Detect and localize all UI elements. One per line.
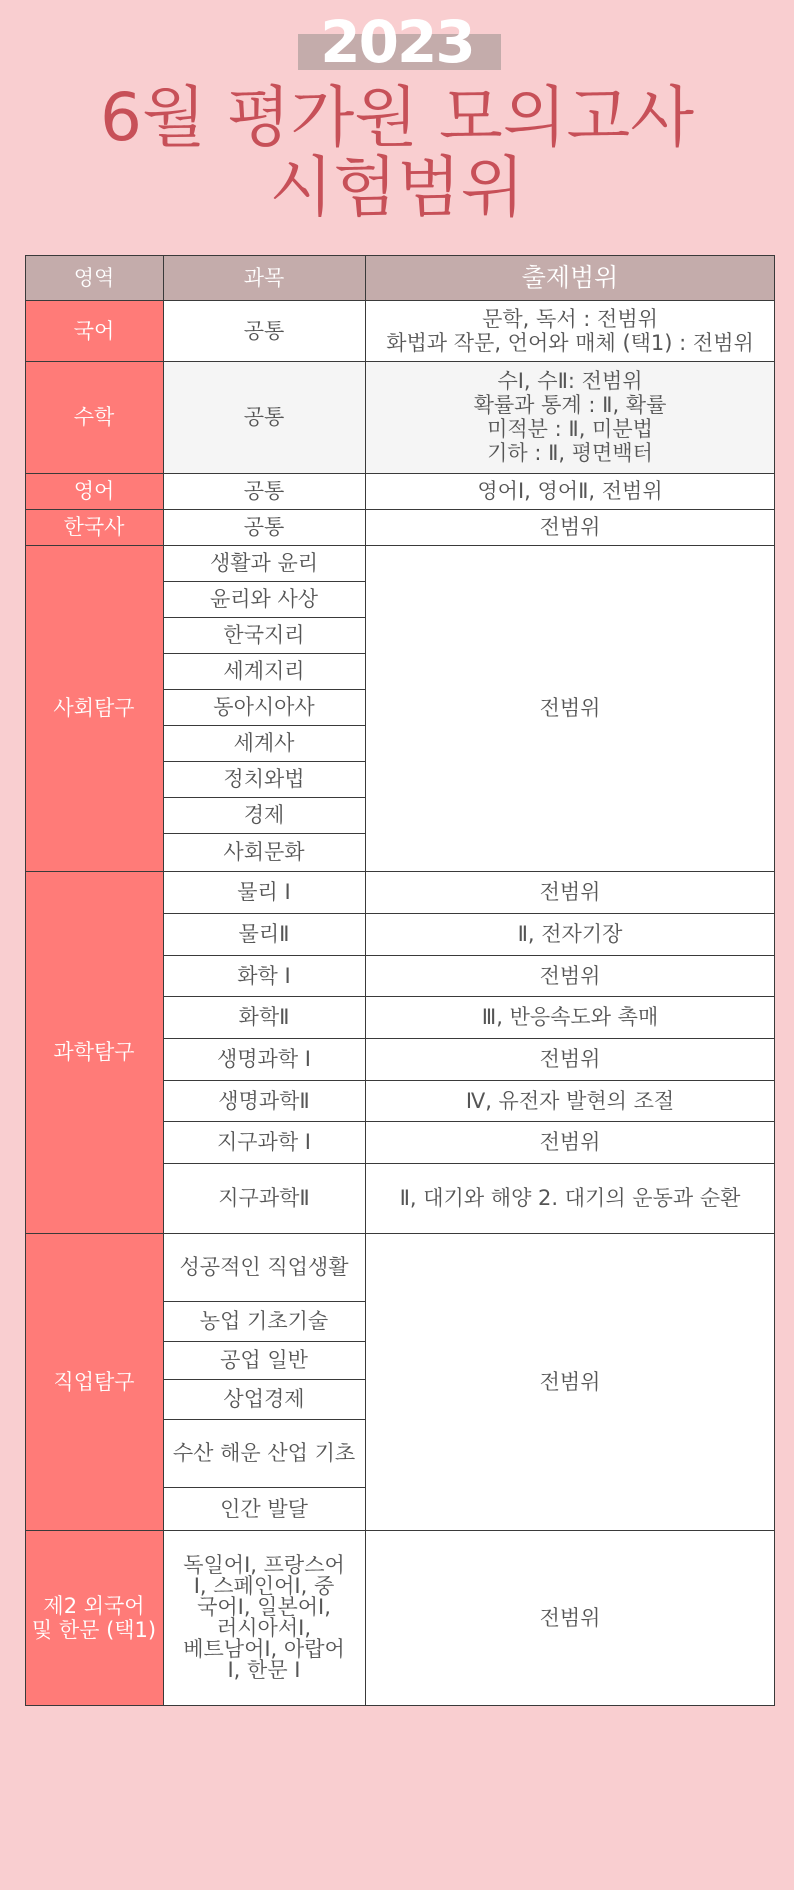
grid-line	[25, 300, 775, 301]
grid-line	[163, 761, 365, 762]
year-title: 2023	[320, 8, 474, 76]
grid-line	[365, 255, 366, 1706]
grid-line	[163, 1163, 775, 1164]
grid-line	[25, 255, 26, 1706]
subject-math: 공통	[163, 361, 365, 473]
subject-social: 윤리와 사상	[209, 587, 319, 611]
grid-line	[25, 545, 775, 546]
grid-line	[25, 1233, 775, 1234]
grid-line	[163, 797, 365, 798]
subject-social: 한국지리	[223, 623, 305, 647]
range-korean: 문학, 독서 : 전범위 화법과 작문, 언어와 매체 (택1) : 전범위	[386, 306, 754, 355]
range-science: 전범위	[539, 880, 601, 904]
grid-line	[774, 255, 775, 1706]
grid-line	[163, 255, 164, 1706]
grid-line	[163, 1419, 365, 1420]
grid-line	[163, 617, 365, 618]
subject-social: 사회문화	[223, 840, 305, 864]
grid-line	[163, 1341, 365, 1342]
subject-social: 생활과 윤리	[209, 551, 319, 575]
header-range: 출제범위	[365, 255, 775, 300]
grid-line	[25, 255, 775, 256]
grid-line	[25, 1530, 775, 1531]
range-social: 전범위	[539, 696, 601, 720]
range-science: Ⅲ, 반응속도와 촉매	[481, 1005, 659, 1029]
range-foreign: 전범위	[539, 1606, 601, 1630]
subject-science: 화학Ⅱ	[238, 1005, 290, 1029]
grid-line	[163, 653, 365, 654]
range-science: 전범위	[539, 1047, 601, 1071]
range-science: 전범위	[539, 963, 601, 988]
grid-line	[163, 581, 365, 582]
grid-line	[25, 509, 775, 510]
header-area: 영역	[25, 255, 163, 300]
subject-science: 물리 Ⅰ	[237, 880, 291, 904]
subject-english: 공통	[243, 479, 285, 503]
subject-korean: 공통	[243, 318, 285, 343]
grid-line	[163, 1121, 775, 1122]
grid-line	[25, 1705, 775, 1706]
grid-line	[163, 1080, 775, 1081]
grid-line	[163, 996, 775, 997]
grid-line	[163, 725, 365, 726]
range-science: Ⅱ, 대기와 해양 2. 대기의 운동과 순환	[399, 1186, 741, 1210]
area-science: 과학탐구	[25, 871, 163, 1233]
area-foreign: 제2 외국어 및 한문 (택1)	[25, 1530, 163, 1706]
subject-science: 지구과학Ⅱ	[218, 1186, 310, 1210]
range-science: Ⅱ, 전자기장	[517, 922, 623, 946]
grid-line	[163, 833, 365, 834]
subject-social: 세계사	[233, 731, 295, 755]
subject-science: 화학 Ⅰ	[237, 963, 291, 988]
area-history: 한국사	[25, 509, 163, 545]
area-vocational: 직업탐구	[25, 1233, 163, 1530]
subject-vocational: 성공적인 직업생활	[179, 1255, 349, 1279]
page-title: 6월 평가원 모의고사	[100, 79, 694, 156]
range-history: 전범위	[539, 515, 601, 539]
range-math: 수Ⅰ, 수Ⅱ: 전범위 확률과 통계 : Ⅱ, 확률 미적분 : Ⅱ, 미분법 기하 : Ⅱ, 평면백터	[365, 361, 775, 473]
grid-line	[163, 1379, 365, 1380]
subject-science: 생명과학 Ⅰ	[216, 1047, 311, 1071]
grid-line	[163, 955, 775, 956]
subject-vocational: 공업 일반	[220, 1348, 308, 1372]
subject-foreign: 독일어Ⅰ, 프랑스어 Ⅰ, 스페인어Ⅰ, 중 국어Ⅰ, 일본어Ⅰ, 러시아서Ⅰ, 베트남어Ⅰ, 아랍어 Ⅰ, 한문 Ⅰ	[183, 1553, 345, 1682]
subject-science: 생명과학Ⅱ	[218, 1088, 310, 1113]
grid-line	[163, 1301, 365, 1302]
grid-line	[25, 361, 775, 362]
range-english: 영어Ⅰ, 영어Ⅱ, 전범위	[477, 479, 663, 503]
subject-vocational: 인간 발달	[220, 1496, 308, 1521]
subject-science: 물리Ⅱ	[238, 922, 290, 946]
subject-social: 경제	[243, 803, 285, 827]
subject-vocational: 상업경제	[223, 1387, 305, 1411]
grid-line	[25, 473, 775, 474]
area-math: 수학	[25, 361, 163, 473]
range-science: Ⅳ, 유전자 발현의 조절	[465, 1088, 675, 1113]
area-english: 영어	[25, 473, 163, 509]
header-subject: 과목	[163, 255, 365, 300]
range-vocational: 전범위	[539, 1369, 601, 1394]
range-science: 전범위	[539, 1130, 601, 1154]
grid-line	[163, 1487, 365, 1488]
area-korean: 국어	[25, 300, 163, 361]
grid-line	[163, 689, 365, 690]
grid-line	[163, 913, 775, 914]
grid-line	[163, 1038, 775, 1039]
grid-line	[25, 871, 775, 872]
subject-vocational: 수산 해운 산업 기초	[172, 1441, 356, 1465]
subject-social: 동아시아사	[213, 695, 315, 719]
subject-science: 지구과학 Ⅰ	[216, 1130, 311, 1154]
area-social: 사회탐구	[25, 545, 163, 871]
exam-range-table	[25, 255, 775, 1706]
subject-social: 세계지리	[223, 659, 305, 683]
page-subtitle: 시험범위	[269, 149, 525, 226]
subject-social: 정치와법	[223, 767, 305, 791]
subject-history: 공통	[243, 515, 285, 539]
subject-vocational: 농업 기초기술	[199, 1309, 329, 1333]
